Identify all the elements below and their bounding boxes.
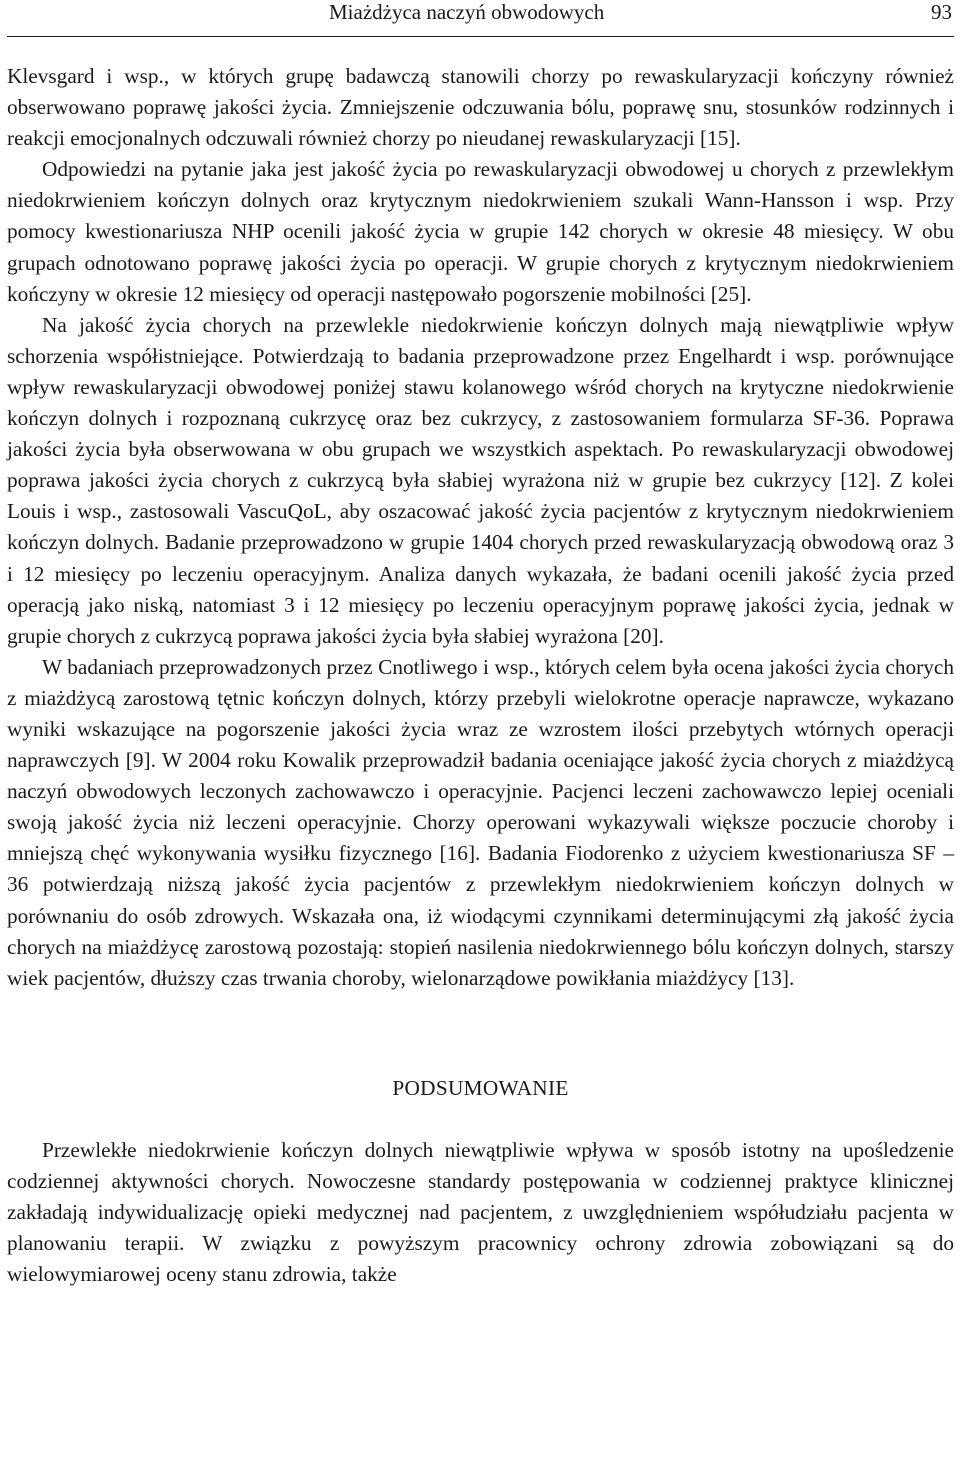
article-body	[7, 61, 954, 1290]
paragraph-2: Odpowiedzi na pytanie jaka jest jakość życia po rewaskularyzacji obwodowej u chorych z przewlekłym niedokrwieniem kończyn dolnych oraz krytycznym niedokrwieniem szukali Wann-Hansson i wsp. Przy pomocy kwestionariusza NHP ocenili jakość życia w grupie 142 chorych w okresie 48 miesięcy. W obu grupach odnotowano poprawę jakości życia po operacji. W grupie chorych z krytycznym niedokrwieniem kończyny w okresie 12 miesięcy od operacji następowało pogorszenie mobilności [25].	[7, 157, 954, 306]
running-title: Miażdżyca naczyń obwodowych	[329, 0, 605, 24]
page-number: 93	[931, 0, 952, 24]
paragraph-1: Klevsgard i wsp., w których grupę badawczą stanowili chorzy po rewaskularyzacji kończyny również obserwowano poprawę jakości życia. Zmniejszenie odczuwania bólu, poprawę snu, stosunków rodzinnych i reakcji emocjonalnych odczuwali również chorzy po nieudanej rewaskularyzacji [15].	[7, 64, 954, 151]
paragraph-3: Na jakość życia chorych na przewlekle niedokrwienie kończyn dolnych mają niewątpliwie wpływ schorzenia współistniejące. Potwierdzają to badania przeprowadzone przez Engelhardt i wsp. porównujące wpływ rewaskularyzacji obwodowej poniżej stawu kolanowego wśród chorych na krytyczne niedokrwienie kończyn dolnych i rozpoznaną cukrzycę oraz bez cukrzycy, z zastosowaniem formularza SF-36. Poprawa jakości życia była obserwowana w obu grupach we wszystkich aspektach. Po rewaskularyzacji obwodowej poprawa jakości życia chorych z cukrzycą była słabiej wyrażona niż w grupie bez cukrzycy [12]. Z kolei Louis i wsp., zastosowali VascuQoL, aby oszacować jakość życia pacjentów z krytycznym niedokrwieniem kończyn dolnych. Badanie przeprowadzono w grupie 1404 chorych przed rewaskularyzacją obwodową oraz 3 i 12 miesięcy po leczeniu operacyjnym. Analiza danych wykazała, że badani ocenili jakość życia przed operacją jako niską, natomiast 3 i 12 miesięcy po leczeniu operacyjnym poprawę jakości życia, jednak w grupie chorych z cukrzycą poprawa jakości życia była słabiej wyrażona [20].	[7, 312, 954, 648]
section-heading: PODSUMOWANIE	[392, 1075, 569, 1100]
running-header	[7, 0, 954, 37]
paragraph-4: W badaniach przeprowadzonych przez Cnotliwego i wsp., których celem była ocena jakości życia chorych z miażdżycą zarostową tętnic kończyn dolnych, którzy przebyli wielokrotne operacje naprawcze, wykazano wyniki wskazujące na pogorszenie jakości życia wraz ze wzrostem ilości przebytych wtórnych operacji naprawczych [9]. W 2004 roku Kowalik przeprowadził badania oceniające jakość życia chorych z miażdżycą naczyń obwodowych leczonych zachowawczo i operacyjnie. Pacjenci leczeni zachowawczo lepiej oceniali swoją jakość życia niż leczeni operacyjnie. Chorzy operowani wykazywali większe poczucie choroby i mniejszą chęć wykonywania wysiłku fizycznego [16]. Badania Fiodorenko z użyciem kwestionariusza SF – 36 potwierdzają niższą jakość życia pacjentów z przewlekłym niedokrwieniem kończyn dolnych w porównaniu do osób zdrowych. Wskazała ona, iż wiodącymi czynnikami determinującymi złą jakość życia chorych na miażdżycę zarostową pozostają: stopień nasilenia niedokrwiennego bólu kończyn dolnych, starszy wiek pacjentów, dłuższy czas trwania choroby, wielonarządowe powikłania miażdżycy [13].	[7, 654, 954, 990]
summary-paragraph: Przewlekłe niedokrwienie kończyn dolnych niewątpliwie wpływa w sposób istotny na upośledzenie codziennej aktywności chorych. Nowoczesne standardy postępowania w codziennej praktyce klinicznej zakładają indywidualizację opieki medycznej nad pacjentem, z uwzględnieniem współudziału pacjenta w planowaniu terapii. W związku z powyższym pracownicy ochrony zdrowia zobowiązani są do wielowymiarowej oceny stanu zdrowia, także	[7, 1137, 954, 1287]
